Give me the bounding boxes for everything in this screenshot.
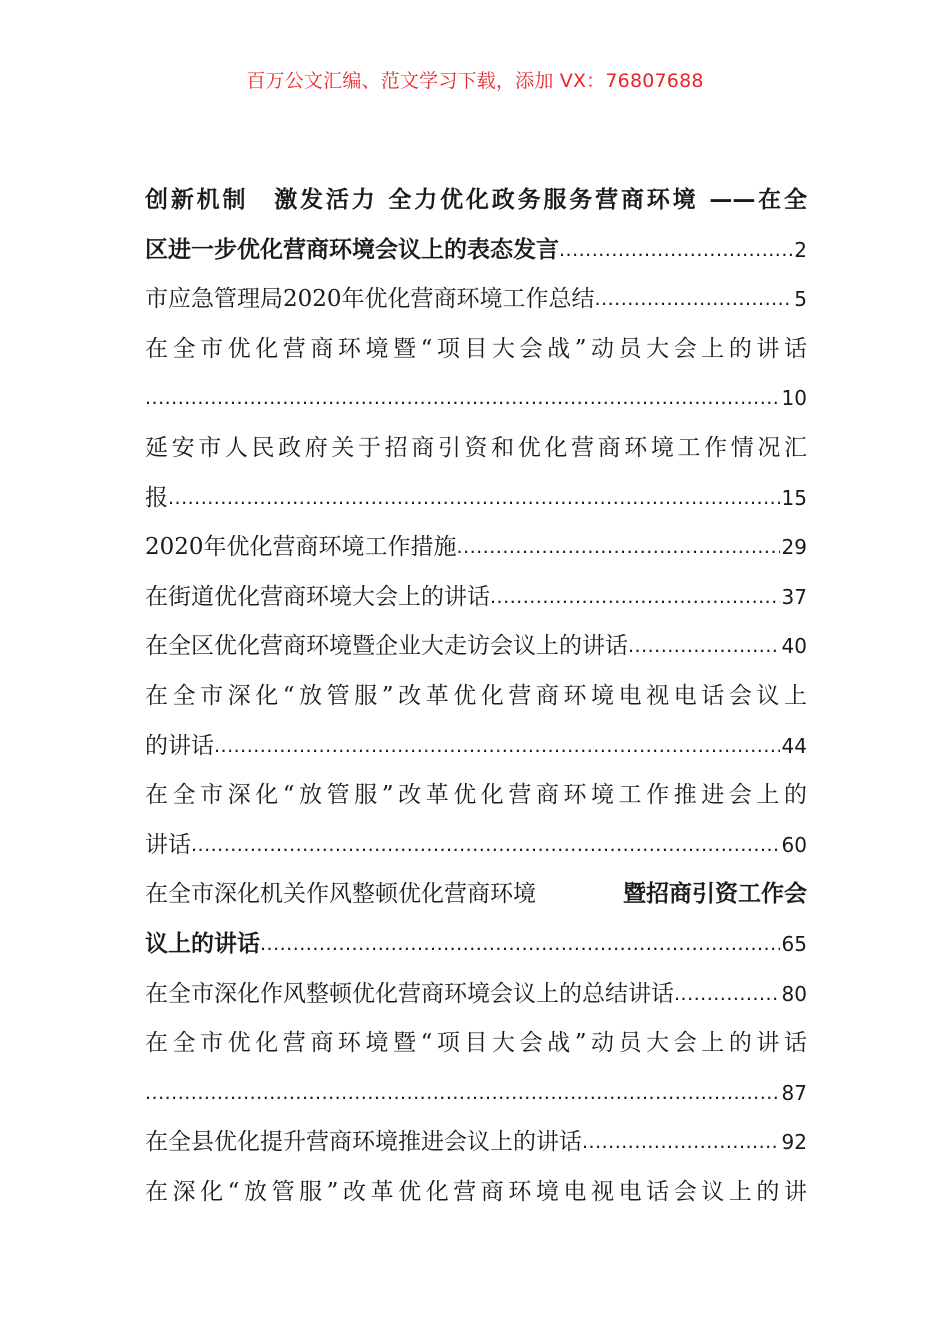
toc-entry-5[interactable] — [145, 523, 807, 573]
toc-entry-14-line1[interactable] — [145, 1168, 807, 1218]
toc-leader-dots — [145, 1069, 780, 1119]
toc-page-number: 87 — [781, 1080, 807, 1105]
toc-entry-8-line1[interactable] — [145, 672, 807, 722]
toc-entry-12-line1[interactable] — [145, 1019, 807, 1069]
toc-entry-2[interactable] — [145, 275, 807, 325]
toc-page-number: 60 — [781, 832, 807, 857]
toc-entry-9-line1[interactable] — [145, 771, 807, 821]
toc-entry-title: 在全市深化“放管服”改革优化营商环境工作推进会上的 — [145, 782, 807, 809]
toc-leader-dots — [595, 275, 793, 325]
toc-entry-title: 在全市深化机关作风整顿优化营商环境 — [145, 881, 536, 908]
toc-entry-4-line1[interactable] — [145, 424, 807, 474]
toc-page-number: 29 — [781, 535, 807, 560]
toc-entry-title: 延安市人民政府关于招商引资和优化营商环境工作情况汇 — [145, 434, 807, 461]
toc-entry-title: 在全区优化营商环境暨企业大走访会议上的讲话 — [145, 633, 628, 660]
toc-page-number: 40 — [781, 634, 807, 659]
toc-entry-title: 在全市优化营商环境暨“项目大会战”动员大会上的讲话 — [145, 335, 807, 362]
toc-entry-10-line2[interactable] — [145, 920, 807, 970]
toc-entry-3-line1[interactable] — [145, 325, 807, 375]
toc-entry-title: 区进一步优化营商环境会议上的表态发言 — [145, 236, 559, 263]
toc-page-number: 5 — [794, 287, 807, 312]
toc-leader-dots — [214, 722, 780, 772]
toc-leader-dots — [559, 226, 792, 276]
toc-page-number: 80 — [781, 981, 807, 1006]
toc-page-number: 2 — [794, 237, 807, 262]
toc-leader-dots — [168, 474, 780, 524]
toc-leader-dots — [260, 920, 780, 970]
toc-entry-title: 讲话 — [145, 831, 191, 858]
toc-entry-4-line2[interactable] — [145, 474, 807, 524]
toc-leader-dots — [582, 1118, 780, 1168]
toc-entry-title: 在全市优化营商环境暨“项目大会战”动员大会上的讲话 — [145, 1030, 807, 1057]
toc-leader-dots — [628, 622, 780, 672]
toc-leader-dots — [457, 523, 780, 573]
toc-leader-dots — [145, 374, 780, 424]
toc-leader-dots — [191, 821, 780, 871]
toc-entry-9-line2[interactable] — [145, 821, 807, 871]
toc-page-number: 15 — [781, 485, 807, 510]
toc-page-number: 44 — [781, 733, 807, 758]
toc-entry-12-line2[interactable] — [145, 1069, 807, 1119]
toc-entry-title: 的讲话 — [145, 732, 214, 759]
toc-entry-1-line2[interactable] — [145, 226, 807, 276]
table-of-contents — [145, 176, 807, 1217]
toc-entry-title: 在深化“放管服”改革优化营商环境电视电话会议上的讲 — [145, 1178, 807, 1205]
toc-page-number: 92 — [781, 1130, 807, 1155]
toc-entry-1-line1[interactable] — [145, 176, 807, 226]
toc-entry-title: 创新机制 激发活力 全力优化政务服务营商环境 ——在全 — [145, 187, 807, 213]
toc-leader-dots — [490, 573, 780, 623]
toc-page-number: 65 — [781, 931, 807, 956]
toc-entry-title: 在全市深化“放管服”改革优化营商环境电视电话会议上 — [145, 682, 807, 709]
toc-entry-title: 在全县优化提升营商环境推进会议上的讲话 — [145, 1129, 582, 1156]
toc-entry-11[interactable] — [145, 970, 807, 1020]
toc-entry-10-line1[interactable] — [145, 870, 807, 920]
toc-entry-3-line2[interactable] — [145, 374, 807, 424]
toc-entry-7[interactable] — [145, 622, 807, 672]
toc-entry-title-bold: 暨招商引资工作会 — [623, 881, 807, 908]
toc-entry-6[interactable] — [145, 573, 807, 623]
toc-entry-8-line2[interactable] — [145, 722, 807, 772]
toc-entry-title: 在全市深化作风整顿优化营商环境会议上的总结讲话 — [145, 980, 674, 1007]
toc-entry-title: 市应急管理局2020年优化营商环境工作总结 — [145, 286, 595, 313]
toc-page-number: 10 — [781, 386, 807, 411]
toc-entry-13[interactable] — [145, 1118, 807, 1168]
watermark-header: 百万公文汇编、范文学习下载，添加 VX：76807688 — [246, 70, 704, 92]
toc-leader-dots — [674, 970, 780, 1020]
toc-page-number: 37 — [781, 584, 807, 609]
toc-entry-title: 在街道优化营商环境大会上的讲话 — [145, 583, 490, 610]
toc-entry-title: 2020年优化营商环境工作措施 — [145, 534, 457, 561]
toc-entry-title: 议上的讲话 — [145, 930, 260, 957]
toc-entry-title: 报 — [145, 484, 168, 511]
